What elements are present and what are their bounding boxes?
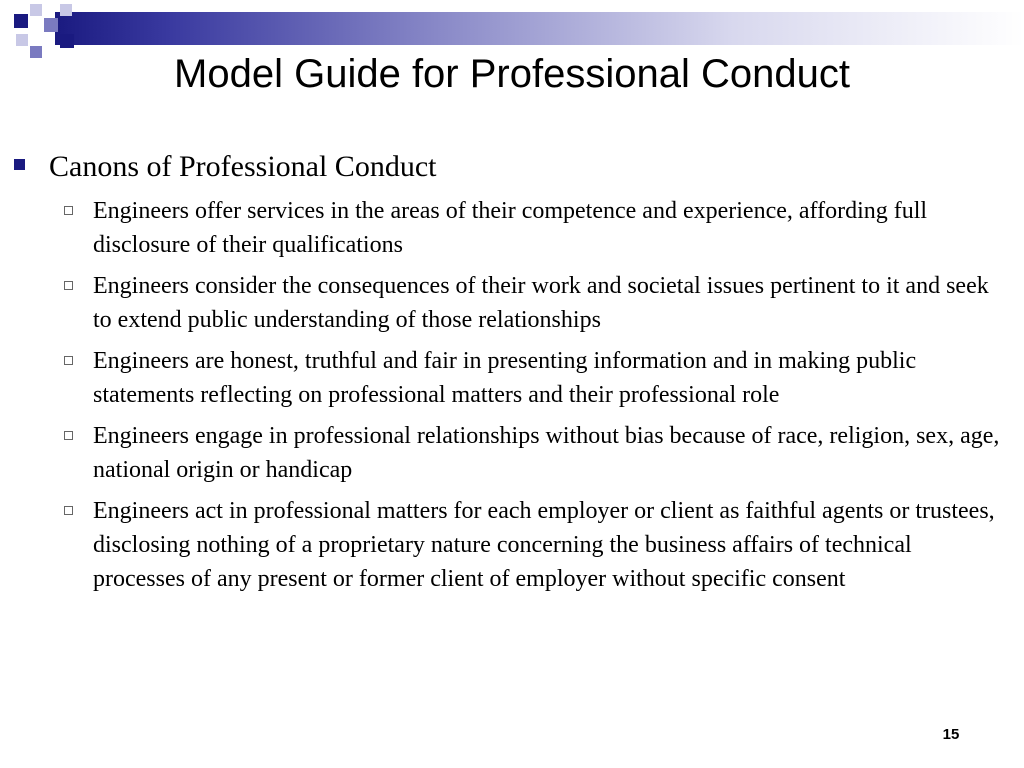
sub-bullet-item (64, 269, 1004, 337)
page-number: 15 (942, 726, 960, 743)
hollow-square-bullet-icon (64, 506, 73, 515)
sub-bullet-text: Engineers engage in professional relationships without bias because of race, religion, sex, age, national origin or handicap (93, 423, 1000, 483)
sub-bullet-text: Engineers act in professional matters for each employer or client as faithful agents or trustees, disclosing nothing of a proprietary nature concerning the business affairs of technical processes of any present or former client of employer without specific consent (93, 498, 995, 592)
sub-bullet-item (64, 494, 1004, 596)
sub-bullet-text: Engineers are honest, truthful and fair in presenting information and in making public statements reflecting on professional matters and their professional role (93, 348, 917, 408)
hollow-square-bullet-icon (64, 356, 73, 365)
hollow-square-bullet-icon (64, 431, 73, 440)
hollow-square-bullet-icon (64, 281, 73, 290)
hollow-square-bullet-icon (64, 206, 73, 215)
square-bullet-icon (14, 159, 25, 170)
slide-title: Model Guide for Professional Conduct (174, 52, 850, 96)
sub-bullet-text: Engineers consider the consequences of their work and societal issues pertinent to it and seek to extend public understanding of those relationships (93, 273, 989, 333)
sub-bullet-text: Engineers offer services in the areas of their competence and experience, affording full disclosure of their qualifications (93, 198, 928, 258)
sub-bullet-item (64, 194, 1004, 262)
sub-bullet-item (64, 344, 1004, 412)
main-bullet-text: Canons of Professional Conduct (49, 150, 437, 183)
sub-bullet-item (64, 419, 1004, 487)
sub-bullet-list (64, 194, 1004, 603)
